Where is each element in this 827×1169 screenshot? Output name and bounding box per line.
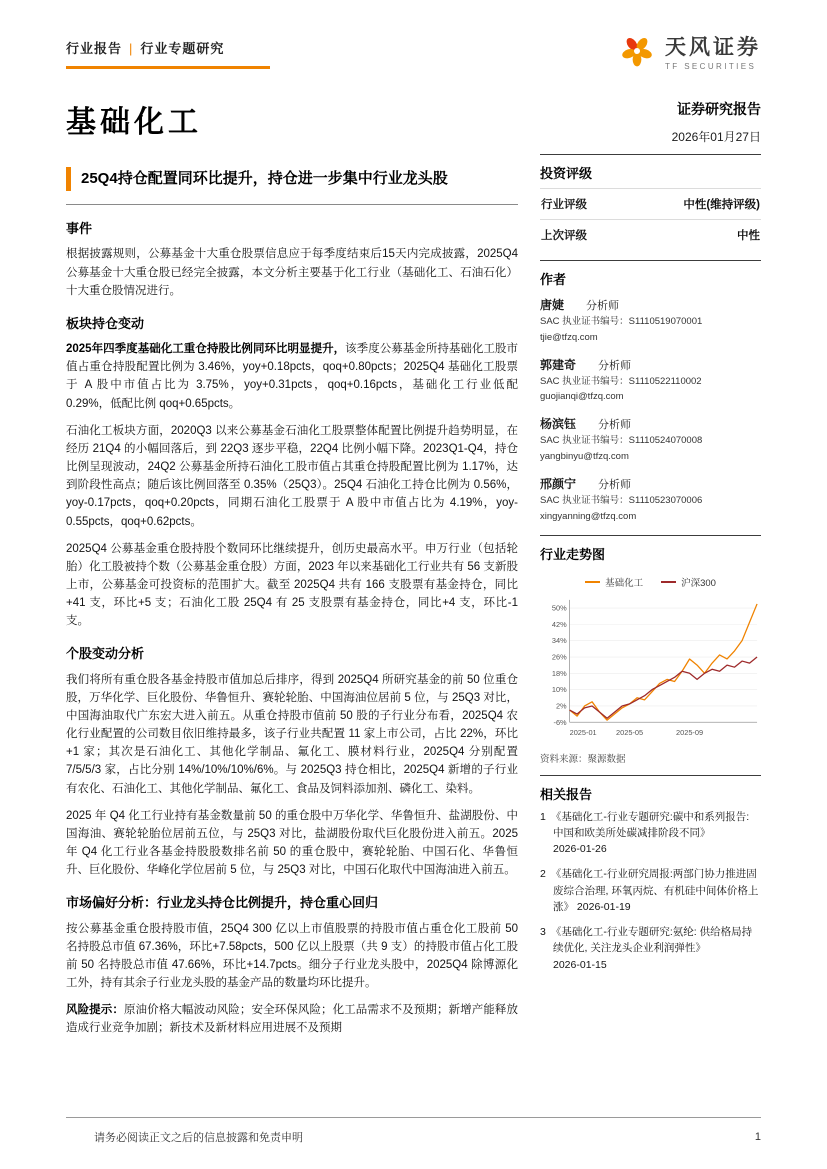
- flower-logo-icon: [618, 32, 656, 75]
- legend-label: 基础化工: [605, 577, 644, 589]
- body-paragraph: 石油化工板块方面，2020Q3 以来公募基金石油化工股票整体配置比例提升趋势明显，在经历 21Q4 的小幅回落后，到 22Q3 逐步平稳，22Q4 比例小幅下降。2023Q1-Q4，持仓比例呈现波动，24Q2 公募基金所持石油化工股市值占其重仓持股配置比例为 1.17%，达到阶段性高点；随后该比例回落至 0.35%（25Q3）。25Q4 石油化工持仓比例为 0.56%，yoy-0.17pcts，qoq+0.20pcts，同期石油化工股票于 A 股中市值占比为 4.19%，yoy-0.55pcts，qoq+0.62pcts。: [66, 424, 518, 528]
- related-reports-list: [540, 809, 761, 973]
- author-cert-number: SAC 执业证书编号：S1110522110002: [540, 375, 702, 387]
- paragraph-lead: 风险提示：: [66, 1004, 124, 1017]
- author-name-row: [540, 356, 761, 373]
- body-paragraph: 2025Q4 公募基金重仓股持股个数同环比继续提升，创历史最高水平。申万行业（包括轮胎）化工股被持个数（公募基金重仓股）方面，2023 年以来基础化工行业共有 56 支新股上市，公募基金可投资标的范围扩大。截至 2025Q4 共有 166 支股票有基金持仓，同比+41 支，环比+5 支；石油化工股 25Q4 有 25 支股票有基金持仓，同比+4 支，环比-1 支。: [66, 542, 518, 628]
- brand-logo: [618, 32, 761, 75]
- body-paragraph: 2025年四季度基础化工重仓持股比例同环比明显提升，该季度公募基金所持基础化工股市值占重仓持股配置比例为 3.46%，yoy+0.18pcts，qoq+0.80pcts；2025Q4 基础化工股票于 A 股中市值占比为 3.75%，yoy+0.31pcts，qoq+0.16pcts，基础化工行业低配 0.29%，低配比例 qoq+0.65pcts。: [66, 343, 518, 410]
- body-paragraph: 我们将所有重仓股各基金持股市值加总后排序，得到 2025Q4 所研究基金的前 50 位重仓股，万华化学、巨化股份、华鲁恒升、赛轮轮胎、中国海油位居前 5 位，与 25Q3 对比，中国海油取代广东宏大进入前五。从重仓持股市值前 50 股的子行业分布看，2025Q4 农化行业配置的公司数目依旧维持最多，该子行业共配置 11 家上市公司，占比 22%，环比+1 家；其次是石油化工、其他化学制品、氟化工、膜材料行业，2025Q4 分别配置 7/5/5/3 家，占比分别 14%/10%/10%/6%。与 2025Q3 持仓相比，2025Q4 新增的子行业有农化、石油化工、其他化学制品、氟化工、食品及饲料添加剂、磷化工、染料。: [66, 673, 518, 795]
- brand-text: [665, 37, 761, 71]
- related-report-title: 《基础化工-行业专题研究:碳中和系列报告: 中国和欧美所处碳减排阶段不同》: [550, 810, 750, 839]
- report-section: [66, 894, 518, 992]
- body-paragraph: 按公募基金重仓股持股市值，25Q4 300 亿以上市值股票的持股市值占重仓化工股前 50 名持股总市值 67.36%，环比+7.58pcts，500 亿以上股票（共 9 支）的持股市值占化工股前 50 名持股总市值 47.66%，环比+14.7pcts。细分子行业龙头股中，2025Q4 除博源化工外，持有其余子行业龙头股的基金产品的数量均环比提升。: [66, 922, 518, 989]
- svg-text:2025-01: 2025-01: [569, 727, 597, 737]
- author-name-row: [540, 296, 761, 313]
- breadcrumb-separator: |: [129, 41, 134, 56]
- brand-name-en: TF SECURITIES: [665, 61, 757, 71]
- related-report-number: 2: [540, 868, 546, 881]
- chart-legend: [540, 575, 761, 589]
- report-body: [66, 220, 518, 1037]
- author-cert-number: SAC 执业证书编号：S1110524070008: [540, 435, 703, 447]
- related-report-item: [540, 809, 761, 858]
- svg-text:18%: 18%: [551, 668, 567, 678]
- author-cert-number: SAC 执业证书编号：S1110519070001: [540, 316, 703, 327]
- report-date: 2026年01月27日: [540, 128, 761, 155]
- report-section: [66, 1001, 518, 1037]
- svg-text:2%: 2%: [555, 701, 567, 711]
- svg-text:-6%: -6%: [553, 717, 567, 727]
- legend-swatch: [585, 581, 600, 583]
- main-column: [66, 97, 518, 1046]
- svg-text:42%: 42%: [551, 619, 567, 629]
- body-paragraph: 根据披露规则，公募基金十大重仓股票信息应于每季度结束后15天内完成披露，2025Q4公募基金十大重仓股已经完全披露，本文分析主要基于化工行业（基础化工、石油石化）十大重仓股情况进行。: [66, 248, 518, 297]
- section-heading: 市场偏好分析：行业龙头持仓比例提升，持仓重心回归: [66, 895, 379, 911]
- report-section: [66, 645, 518, 879]
- related-report-number: 3: [540, 926, 546, 939]
- author-name-row: [540, 415, 761, 432]
- related-report-item: [540, 924, 761, 973]
- section-heading: 事件: [66, 221, 93, 237]
- related-reports-section: [540, 776, 761, 973]
- author-role: 分析师: [598, 359, 632, 372]
- related-report-title: 《基础化工-行业专题研究:氨纶: 供给格局持续优化, 关注龙头企业利润弹性》: [550, 926, 753, 955]
- author-name: 郭建奇: [540, 357, 577, 372]
- previous-rating-row: [540, 219, 761, 250]
- report-type-label: 证券研究报告: [677, 101, 761, 117]
- authors-section: [540, 261, 761, 524]
- related-report-date: 2026-01-15: [553, 958, 607, 971]
- body-paragraph: 2025 年 Q4 化工行业持有基金数量前 50 的重仓股中万华化学、华鲁恒升、盐湖股份、中国海油、赛轮轮胎位居前五位，与 25Q3 对比，盐湖股份取代巨化股份进入前五。2025 年 Q4 化工行业各基金持股股数排名前 50 的重仓股中，赛轮轮胎、中国石化、华鲁恒升、巨化股份、华峰化学位居前 5 位，与 25Q3 对比，中国石化取代中国海油进入前五。: [66, 809, 518, 877]
- related-report-date: 2026-01-19: [576, 900, 631, 913]
- body-paragraph: 风险提示：原油价格大幅波动风险；安全环保风险；化工品需求不及预期；新增产能释放造成行业竞争加剧；新技术及新材料应用进展不及预期: [66, 1004, 519, 1035]
- related-report-number: 1: [540, 810, 546, 823]
- report-section: [66, 315, 518, 631]
- authors-section-title: 作者: [540, 272, 567, 287]
- author-cert-number: SAC 执业证书编号：S1110523070006: [540, 494, 703, 506]
- legend-label: 沪深300: [681, 577, 716, 589]
- paragraph-lead: 2025年四季度基础化工重仓持股比例同环比明显提升，: [66, 343, 346, 356]
- footer-disclaimer: 请务必阅读正文之后的信息披露和免责申明: [94, 1132, 303, 1144]
- author-email: xingyanning@tfzq.com: [540, 510, 637, 522]
- author-entry: [540, 475, 761, 524]
- author-entry: [540, 415, 761, 464]
- svg-text:10%: 10%: [551, 684, 567, 694]
- subtitle-block: [66, 167, 518, 205]
- author-entry: [540, 356, 761, 405]
- previous-rating-label: 上次评级: [541, 230, 587, 242]
- breadcrumb: [66, 34, 270, 69]
- page-number: 1: [754, 1131, 761, 1143]
- related-reports-title: 相关报告: [540, 786, 593, 802]
- trend-chart-title: 行业走势图: [540, 546, 606, 562]
- industry-rating-row: [540, 188, 761, 219]
- legend-item: [661, 575, 716, 589]
- author-email: tjie@tfzq.com: [540, 331, 598, 343]
- industry-rating-label: 行业评级: [541, 199, 587, 211]
- author-name-row: [540, 475, 761, 492]
- author-name: 杨滨钰: [540, 417, 577, 432]
- rating-section: [540, 155, 761, 250]
- svg-text:26%: 26%: [551, 652, 567, 662]
- author-name: 邢颜宁: [540, 476, 577, 491]
- report-section: [66, 220, 518, 300]
- svg-text:34%: 34%: [551, 635, 567, 645]
- authors-list: [540, 296, 761, 524]
- industry-title: 基础化工: [66, 106, 202, 139]
- svg-text:2025-09: 2025-09: [676, 727, 704, 737]
- svg-text:50%: 50%: [551, 603, 567, 613]
- author-email: yangbinyu@tfzq.com: [540, 451, 629, 463]
- author-email: guojianqi@tfzq.com: [540, 391, 624, 403]
- report-subcategory: 行业专题研究: [140, 41, 225, 56]
- author-role: 分析师: [598, 478, 632, 491]
- industry-trend-chart: [540, 591, 761, 741]
- sidebar-column: [540, 97, 761, 1046]
- page-footer: [66, 1117, 761, 1145]
- previous-rating-value: 中性: [737, 230, 760, 242]
- section-heading: 板块持仓变动: [66, 315, 145, 331]
- author-role: 分析师: [598, 419, 632, 432]
- legend-swatch: [661, 581, 676, 583]
- brand-name: 天风证券: [665, 35, 761, 59]
- trend-chart-section: [540, 536, 761, 765]
- content-columns: [66, 97, 761, 1046]
- section-heading: 个股变动分析: [66, 646, 145, 662]
- author-role: 分析师: [586, 300, 620, 312]
- legend-item: [585, 575, 643, 589]
- chart-source: 资料来源：聚源数据: [540, 753, 626, 765]
- author-entry: [540, 296, 761, 345]
- svg-text:2025-05: 2025-05: [616, 727, 644, 737]
- rating-section-title: 投资评级: [540, 166, 593, 181]
- report-category: 行业报告: [66, 41, 123, 56]
- related-report-date: 2026-01-26: [553, 843, 607, 856]
- industry-rating-value: 中性(维持评级): [683, 199, 760, 211]
- related-report-title: 《基础化工-行业研究周报:两部门协力推进固废综合治理, 环氧丙烷、有机硅中间体价格上涨》: [550, 868, 759, 913]
- report-subtitle: 25Q4持仓配置同环比提升，持仓进一步集中行业龙头股: [66, 167, 518, 191]
- author-name: 唐婕: [540, 298, 565, 312]
- page-header: [66, 34, 761, 75]
- related-report-item: [540, 866, 761, 915]
